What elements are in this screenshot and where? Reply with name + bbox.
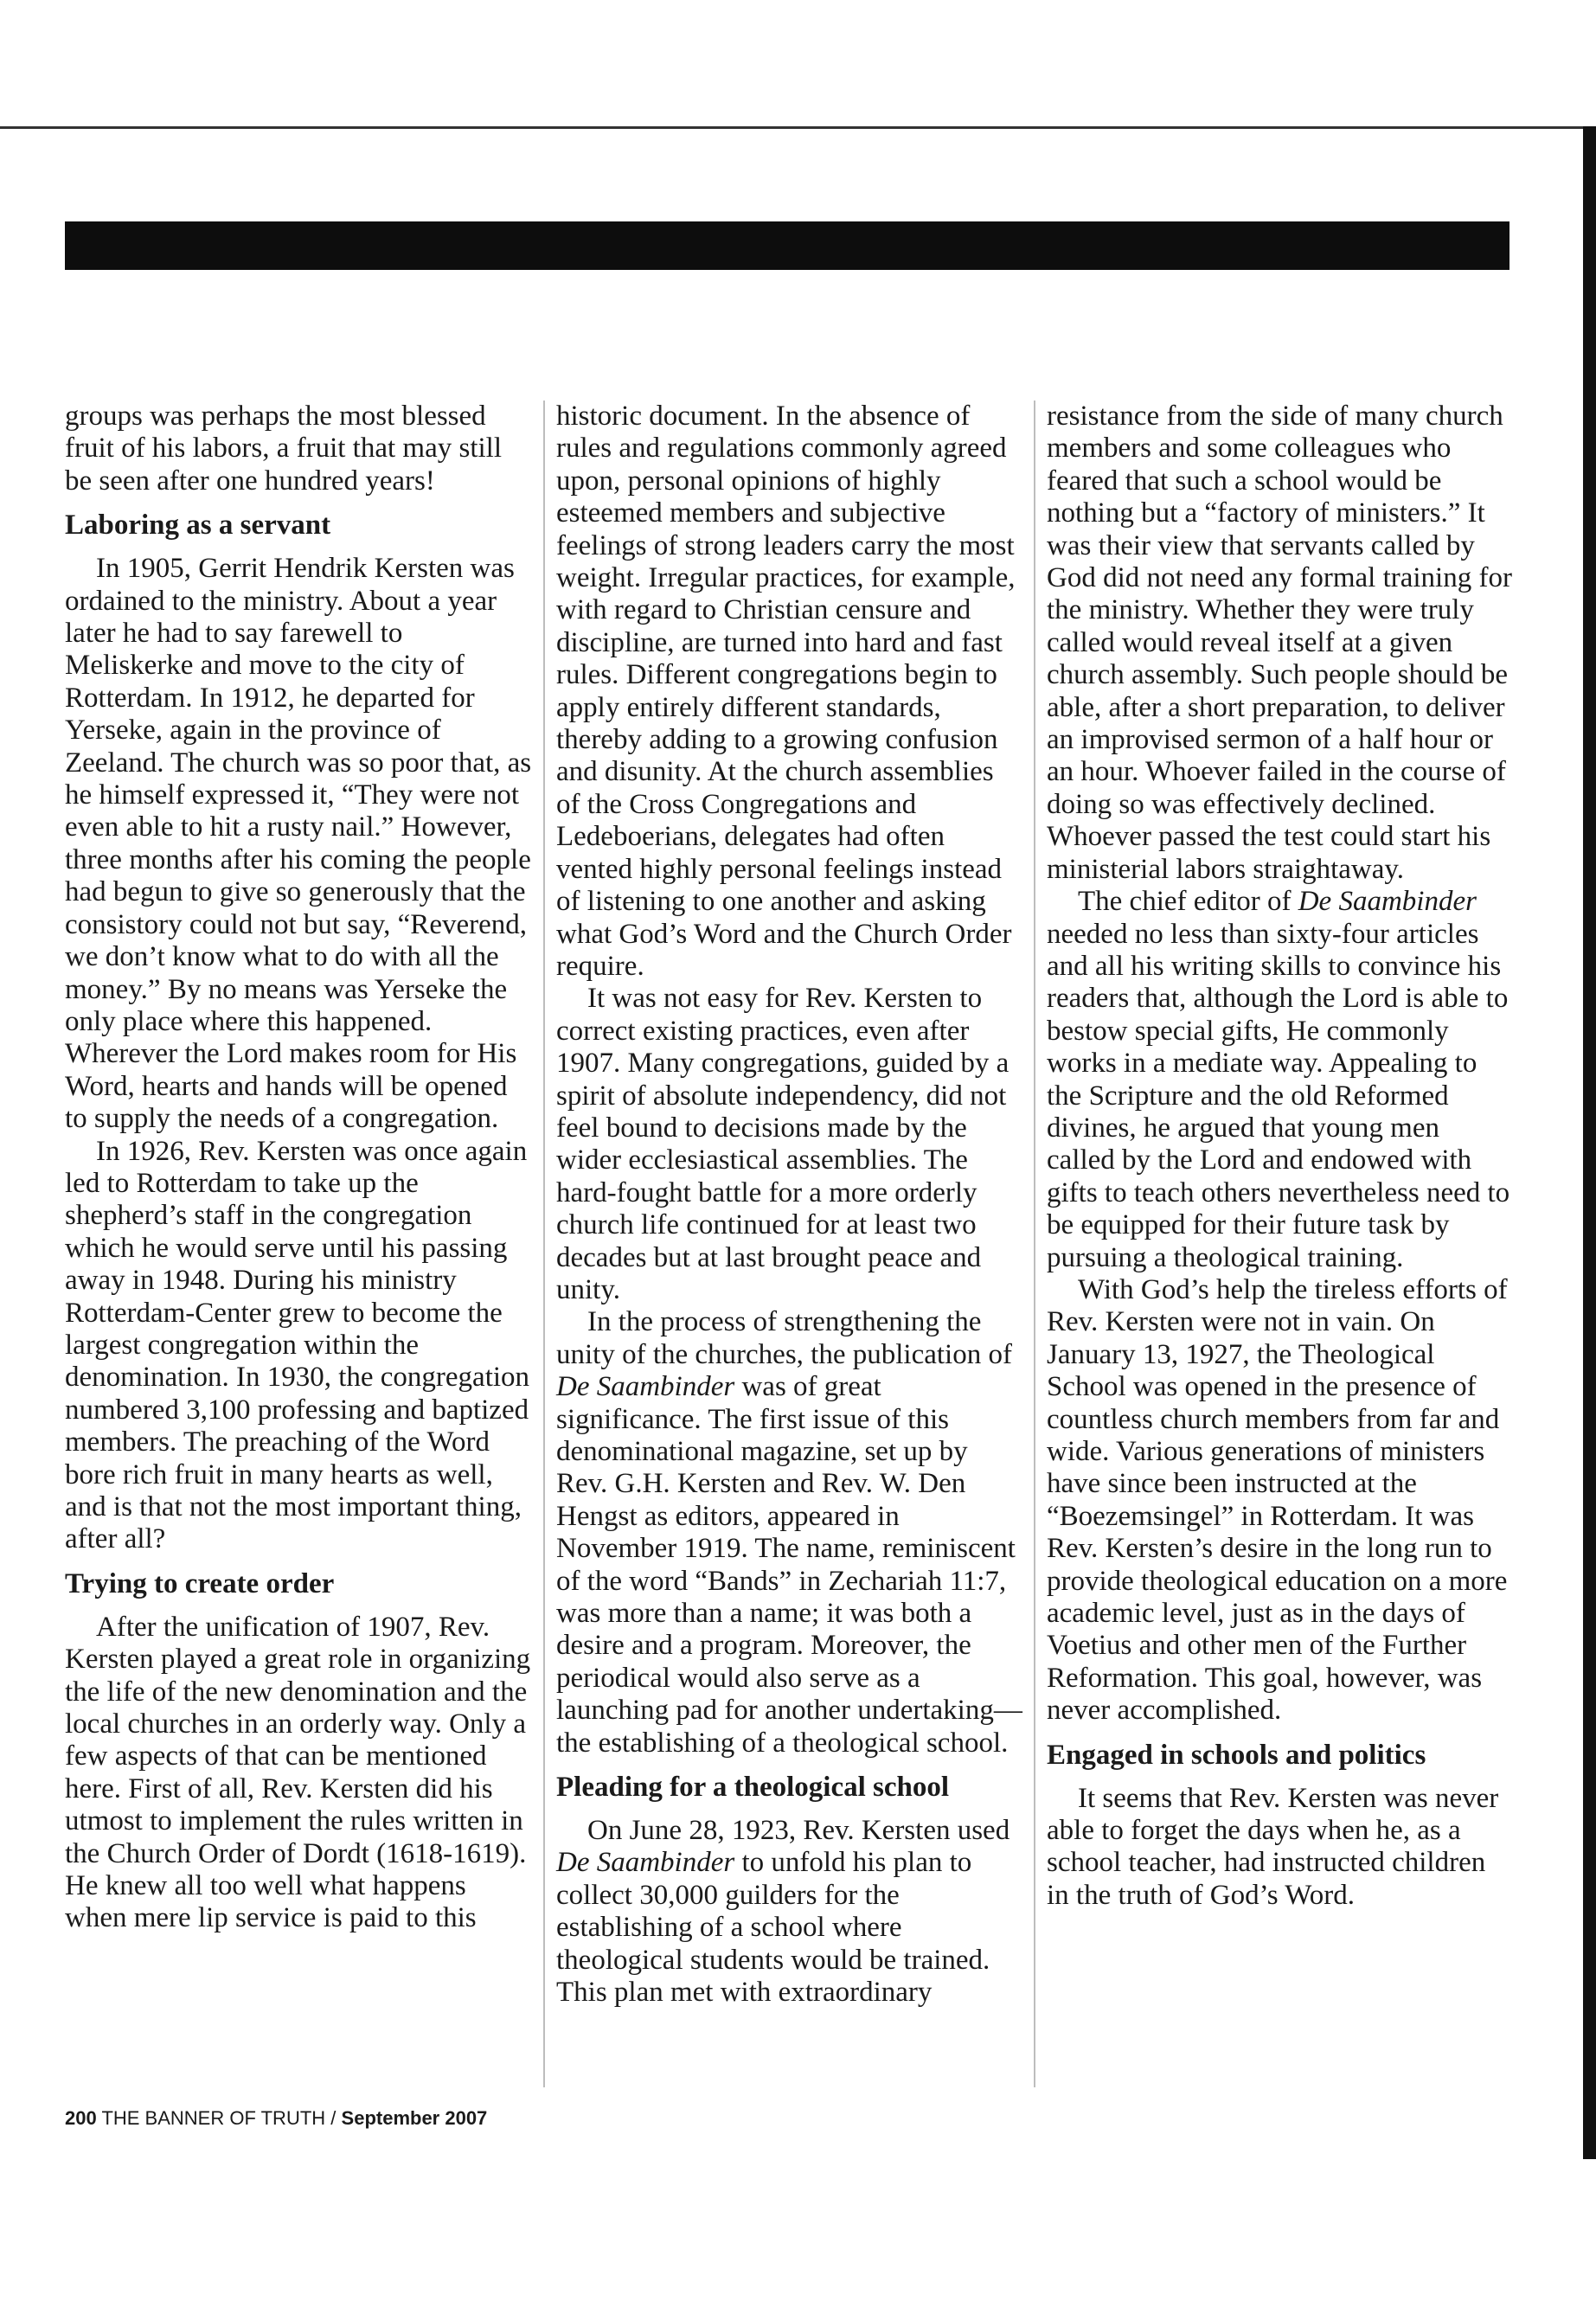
column-1 bbox=[65, 401, 532, 1935]
section-heading: Pleading for a theological school bbox=[556, 1772, 950, 1804]
column-divider bbox=[1034, 401, 1035, 2087]
article-paragraph: With God’s help the tireless efforts of Rev. Kersten were not in vain. On January 13, 1927, the Theological School was opened in the presence of countless church members from far and wide. Various generations of ministers have since been instructed at the “Boezemsingel” in Rotterdam. It was Rev. Kersten’s desire in the long run to provide theological education on a more academic level, just as in the days of Voetius and other men of the Further Reformation. This goal, however, was never accomplished. bbox=[1047, 1273, 1508, 1727]
article-paragraph: resistance from the side of many church members and some colleagues who feared that such a school would be nothing but a “factory of ministers.” It was their view that servants called by God did not need any formal training for the ministry. Whether they were truly called would reveal itself at a given church assembly. Such people should be able, after a short preparation, to deliver an improvised sermon of a half hour or an hour. Whoever failed in the course of doing so was effectively declined. Whoever passed the test could start his ministerial labors straightaway. bbox=[1047, 401, 1512, 885]
article-paragraph: It was not easy for Rev. Kersten to correct existing practices, even after 1907. Many congregations, guided by a spirit of absolute independency, did not feel bound to decisions made by the wider ecclesiastical assemblies. The hard-fought battle for a more orderly church life continued for at least two decades but at last brought peace and unity. bbox=[556, 983, 1010, 1305]
article-paragraph: historic document. In the absence of rules and regulations commonly agreed upon, personal opinions of highly esteemed members and subjective feelings of strong leaders carry the most weight. Irregular practices, for example, with regard to Christian censure and discipline, are turned into hard and fast rules. Different congregations begin to apply entirely different standards, thereby adding to a growing confusion and disunity. At the church assemblies of the Cross Congregations and Ledeboerians, delegates had often vented highly personal feelings instead of listening to one another and asking what God’s Word and the Church Order require. bbox=[556, 401, 1016, 982]
section-heading: Laboring as a servant bbox=[65, 510, 331, 542]
column-divider bbox=[543, 401, 545, 2087]
publication-title: THE BANNER OF TRUTH bbox=[101, 2107, 326, 2129]
page-number: 200 bbox=[65, 2107, 97, 2129]
page-edge-shadow bbox=[1583, 126, 1596, 2159]
header-banner bbox=[65, 221, 1509, 270]
top-rule bbox=[0, 126, 1596, 129]
article-paragraph: On June 28, 1923, Rev. Kersten used De Saambinder to unfold his plan to collect 30,000 guilders for the establishing of a school where theological students would be trained. This plan met with extraordinary bbox=[556, 1815, 1010, 2009]
column-2 bbox=[556, 401, 1023, 2009]
issue-date: September 2007 bbox=[341, 2107, 488, 2129]
article-paragraph: In the process of strengthening the unity of the churches, the publication of De Saambinder was of great significance. The first issue of this denominational magazine, set up by Rev. G.H. Kersten and Rev. W. Den Hengst as editors, appeared in November 1919. The name, reminiscent of the word “Bands” in Zechariah 11:7, was more than a name; it was both a desire and a program. Moreover, the periodical would also serve as a launching pad for another undertaking—the establishing of a theological school. bbox=[556, 1306, 1022, 1759]
article-paragraph: The chief editor of De Saambinder needed no less than sixty-four articles and all his writing skills to convince his readers that, although the Lord is able to bestow special gifts, He commonly works in a mediate way. Appealing to the Scripture and the old Reformed divines, he argued that young men called by the Lord and endowed with gifts to teach others nevertheless need to be equipped for their future task by pursuing a theological training. bbox=[1047, 886, 1510, 1273]
article-paragraph: In 1926, Rev. Kersten was once again led to Rotterdam to take up the shepherd’s staff in the congregation which he would serve until his passing away in 1948. During his ministry Rotterdam-Center grew to become the largest congregation within the denomination. In 1930, the congregation numbered 3,100 professing and baptized members. The preaching of the Word bore rich fruit in many hearts as well, and is that not the most important thing, after all? bbox=[65, 1135, 530, 1555]
footer-separator: / bbox=[330, 2107, 337, 2129]
article-paragraph: After the unification of 1907, Rev. Kersten played a great role in organizing the life of the new denomination and the local churches in an orderly way. Only a few aspects of that can be mentioned here. First of all, Rev. Kersten did his utmost to implement the rules written in the Church Order of Dordt (1618-1619). He knew all too well what happens when mere lip service is paid to this bbox=[65, 1611, 531, 1934]
article-paragraph: groups was perhaps the most blessed fruit of his labors, a fruit that may still be seen after one hundred years! bbox=[65, 401, 502, 497]
article-paragraph: It seems that Rev. Kersten was never able to forget the days when he, as a school teacher, had instructed children in the truth of God’s Word. bbox=[1047, 1782, 1499, 1911]
article-paragraph: In 1905, Gerrit Hendrik Kersten was ordained to the ministry. About a year later he had to say farewell to Meliskerke and move to the city of Rotterdam. In 1912, he departed for Yerseke, again in the province of Zeeland. The church was so poor that, as he himself expressed it, “They were not even able to hit a rusty nail.” However, three months after his coming the people had begun to give so generously that the consistory could not but say, “Reverend, we don’t know what to do with all the money.” By no means was Yerseke the only place where this happened. Wherever the Lord makes room for His Word, hearts and hands will be opened to supply the needs of a congregation. bbox=[65, 553, 532, 1135]
section-heading: Trying to create order bbox=[65, 1567, 335, 1599]
section-heading: Engaged in schools and politics bbox=[1047, 1739, 1426, 1771]
column-3 bbox=[1047, 401, 1514, 1912]
page-footer bbox=[65, 2107, 487, 2130]
